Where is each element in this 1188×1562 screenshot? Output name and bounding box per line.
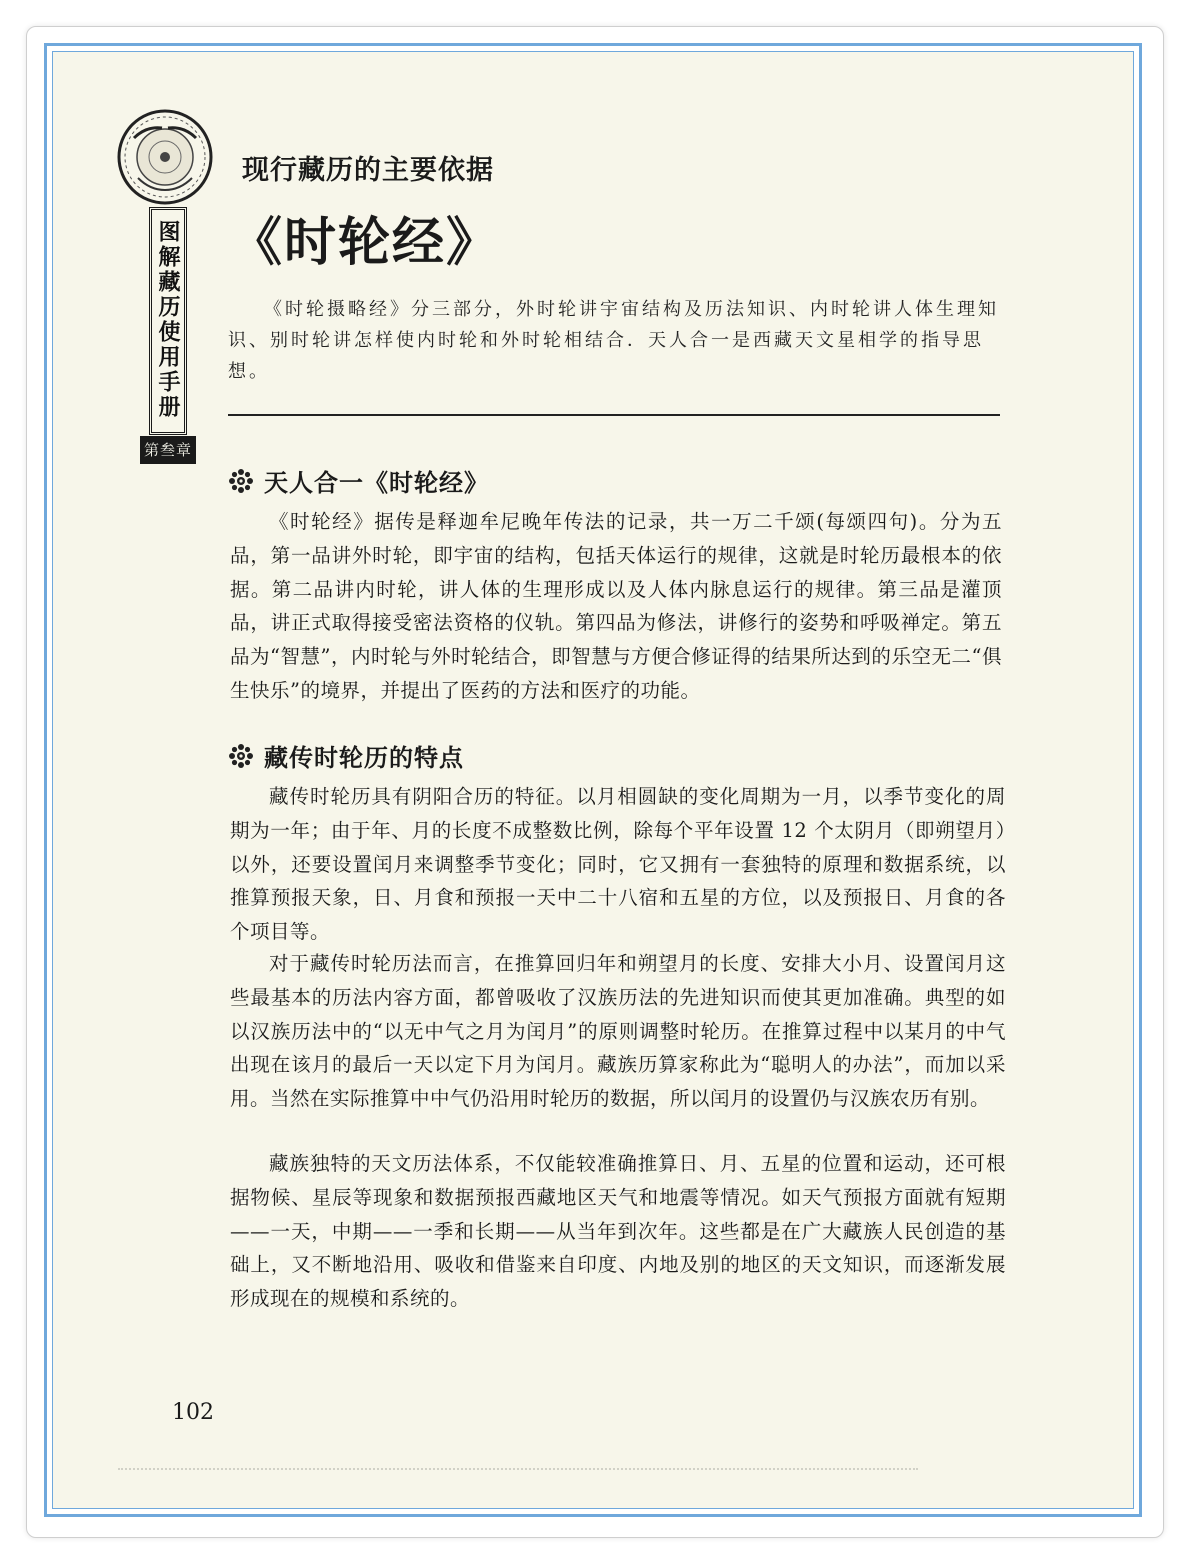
section-heading-1 <box>228 463 489 498</box>
body-paragraph: 藏族独特的天文历法体系，不仅能较准确推算日、月、五星的位置和运动，还可根据物候、星辰等现象和数据预报西藏地区天气和地震等情况。如天气预报方面就有短期——一天，中期——一季和长期——从当年到次年。这些都是在广大藏族人民创造的基础上，又不断地沿用、吸收和借鉴来自印度、内地及别的地区的天文知识，而逐渐发展形成现在的规模和系统的。 <box>230 1152 1006 1311</box>
lotus-flower-icon <box>228 743 254 769</box>
chapter-emblem-icon <box>116 108 214 206</box>
page-title: 《时轮经》 <box>230 212 501 273</box>
page-number: 102 <box>172 1400 214 1425</box>
body-paragraph: 对于藏传时轮历法而言，在推算回归年和朔望月的长度、安排大小月、设置闰月这些最基本的历法内容方面，都曾吸收了汉族历法的先进知识而使其更加准确。典型的如以汉族历法中的“以无中气之月为闰月”的原则调整时轮历。在推算过程中以某月的中气出现在该月的最后一天以定下月为闰月。藏族历算家称此为“聪明人的办法”，而加以采用。当然在实际推算中中气仍沿用时轮历的数据，所以闰月的设置仍与汉族农历有别。 <box>230 952 1006 1111</box>
section-heading-2-text: 藏传时轮历的特点 <box>264 743 464 772</box>
section-heading-2 <box>228 738 464 773</box>
body-paragraph: 《时轮经》据传是释迦牟尼晚年传法的记录，共一万二千颂(每颂四句)。分为五品，第一品讲外时轮，即宇宙的结构，包括天体运行的规律，这就是时轮历最根本的依据。第二品讲内时轮，讲人体的生理形成以及人体内脉息运行的规律。第三品是灌顶品，讲正式取得接受密法资格的仪轨。第四品为修法，讲修行的姿势和呼吸禅定。第五品为“智慧”，内时轮与外时轮结合，即智慧与方便合修证得的结果所达到的乐空无二“俱生快乐”的境界，并提出了医药的方法和医疗的功能。 <box>230 510 1002 702</box>
summary-paragraph: 《时轮摄略经》分三部分，外时轮讲宇宙结构及历法知识、内时轮讲人体生理知识、别时轮讲怎样使内时轮和外时轮相结合．天人合一是西藏天文星相学的指导思想。 <box>228 299 999 382</box>
divider-rule <box>228 414 1000 416</box>
body-paragraph: 藏传时轮历具有阴阳合历的特征。以月相圆缺的变化周期为一月，以季节变化的周期为一年；由于年、月的长度不成整数比例，除每个平年设置 12 个太阴月（即朔望月）以外，还要设置闰月来调整季节变化；同时，它又拥有一套独特的原理和数据系统，以推算预报天象，日、月食和预报一天中二十八宿和五星的方位，以及预报日、月食的各个项目等。 <box>230 785 1006 944</box>
lotus-flower-icon <box>228 468 254 494</box>
book-title-tab <box>149 207 187 435</box>
section-heading-1-text: 天人合一《时轮经》 <box>264 468 489 497</box>
book-title-text: 图解藏历使用手册 <box>155 220 181 420</box>
scan-speckle <box>118 1468 918 1476</box>
page-kicker: 现行藏历的主要依据 <box>242 155 494 186</box>
chapter-badge: 第叁章 <box>140 436 196 464</box>
